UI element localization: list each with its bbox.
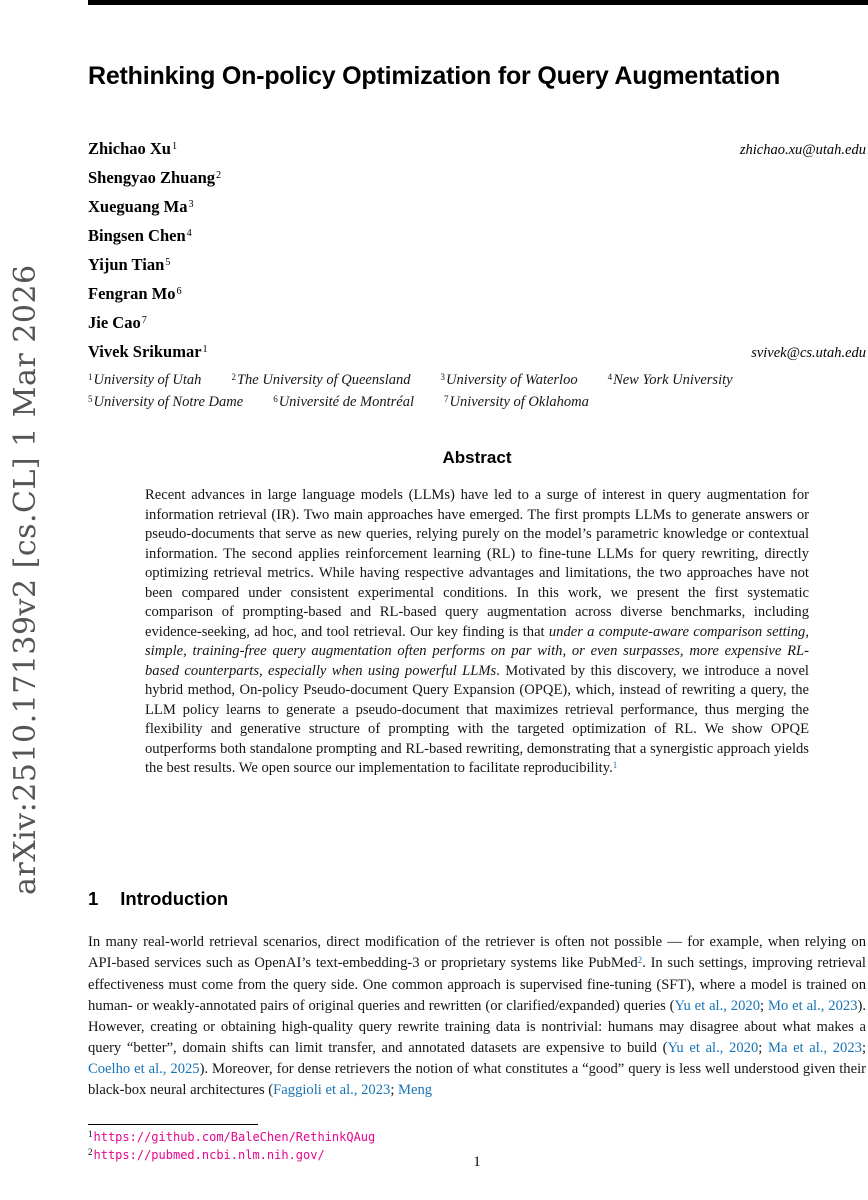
affiliation xyxy=(88,372,201,388)
author-row xyxy=(88,192,866,221)
affiliation xyxy=(273,394,414,410)
affiliation xyxy=(231,372,410,388)
page-number: 1 xyxy=(473,1154,481,1170)
footnote xyxy=(88,1129,866,1147)
footnote-ref-1[interactable]: 1 xyxy=(612,759,618,770)
author-email: zhichao.xu@utah.edu xyxy=(739,142,866,158)
intro-paragraph xyxy=(88,932,866,1101)
author-email: svivek@cs.utah.edu xyxy=(751,345,866,361)
author-affiliation-sup: 1 xyxy=(171,141,178,153)
footnote-ref-2[interactable]: 2 xyxy=(637,954,643,965)
author-name-text: Zhichao Xu xyxy=(88,139,171,158)
author-affiliation-sup: 2 xyxy=(216,170,222,182)
author-name-text: Fengran Mo xyxy=(88,284,176,303)
citation-link[interactable]: Faggioli et al., 2023 xyxy=(273,1082,391,1098)
affiliation-name: Université de Montréal xyxy=(278,394,414,410)
intro-text: ; xyxy=(760,998,768,1014)
author-row xyxy=(88,250,866,279)
affiliation-sup: 3 xyxy=(440,371,446,382)
affiliation-name: University of Utah xyxy=(93,372,202,388)
affiliation-sup: 5 xyxy=(88,393,93,404)
section-number: 1 xyxy=(88,888,99,909)
affiliation-name: University of Notre Dame xyxy=(93,394,244,410)
citation-link[interactable]: Yu et al., 2020 xyxy=(667,1040,759,1056)
intro-text: ; xyxy=(861,1040,867,1056)
abstract-text: . Motivated by this discovery, we introduce a novel hybrid method, On-policy Pseudo-document Query Expansion (OPQE), which, instead of rewriting a query, the LLM policy learns to generate a pseudo-document that maximizes retrieval performance, thus merging the flexibility and generative structure of prompting with the targeted optimization of RL. We show OPQE outperforms both standalone prompting and RL-based rewriting, demonstrating that a synergistic approach yields the best results. We open source our implementation to facilitate reproducibility. xyxy=(145,662,809,776)
author-name-text: Shengyao Zhuang xyxy=(88,168,216,187)
author-name xyxy=(88,308,147,340)
author-row xyxy=(88,134,866,163)
author-block xyxy=(88,134,866,366)
citation-link[interactable]: Meng xyxy=(398,1082,433,1098)
citation-link[interactable]: Coelho et al., 2025 xyxy=(88,1061,200,1077)
affiliation xyxy=(441,372,578,388)
author-row xyxy=(88,163,866,192)
footnote-link-github[interactable]: https://github.com/BaleChen/RethinkQAug xyxy=(93,1130,376,1144)
author-name-text: Jie Cao xyxy=(88,313,141,332)
author-name xyxy=(88,221,192,253)
author-row xyxy=(88,221,866,250)
affiliation-name: The University of Queensland xyxy=(236,372,411,388)
author-name xyxy=(88,192,194,224)
paper-title: Rethinking On-policy Optimization for Query Augmentation xyxy=(88,62,781,90)
citation-link[interactable]: Yu et al., 2020 xyxy=(674,998,760,1014)
citation-link[interactable]: Mo et al., 2023 xyxy=(767,998,858,1014)
abstract-heading: Abstract xyxy=(442,448,512,467)
affiliation-name: University of Waterloo xyxy=(446,372,578,388)
section-heading-introduction xyxy=(88,888,866,910)
author-name xyxy=(88,163,221,195)
intro-text: ). However, creating or obtaining high-quality query rewrite training data is nontrivial: humans may disagree about what makes a query “better”, domain shifts can limit transfer, and annotated datasets are expensive to build ( xyxy=(88,998,867,1056)
affiliation-block xyxy=(88,370,866,414)
affiliation xyxy=(88,394,243,410)
intro-text: In many real-world retrieval scenarios, direct modification of the retriever is often not possible — for example, when relying on API-based services such as OpenAI’s text-embedding-3 or proprietary systems like PubMed xyxy=(88,934,866,971)
author-affiliation-sup: 1 xyxy=(202,344,208,356)
affiliation-name: University of Oklahoma xyxy=(449,394,589,410)
intro-text: ). Moreover, for dense retrievers the notion of what constitutes a “good” query is less well understood given their black-box neural architectures ( xyxy=(88,1061,866,1098)
affiliation-sup: 7 xyxy=(444,393,449,404)
author-name-text: Bingsen Chen xyxy=(88,226,186,245)
abstract-text: Recent advances in large language models (LLMs) have led to a surge of interest in query augmentation for information retrieval (IR). Two main approaches have emerged. The first prompts LLMs to generate answers or pseudo-documents that serve as new queries, relying purely on the model’s parametric knowledge or contextual information. The second applies reinforcement learning (RL) to fine-tune LLMs for query rewriting, directly optimizing retrieval metrics. While having respective advantages and limitations, the two approaches have not been compared under consistent experimental conditions. In this work, we present the first systematic comparison of prompting-based and RL-based query augmentation across diverse benchmarks, including evidence-seeking, ad hoc, and tool retrieval. Our key finding is that xyxy=(145,487,809,640)
author-name-text: Vivek Srikumar xyxy=(88,342,202,361)
author-affiliation-sup: 3 xyxy=(188,199,194,211)
footnote-rule xyxy=(88,1124,258,1125)
citation-link[interactable]: Ma et al., 2023 xyxy=(767,1040,862,1056)
footnote-link-pubmed[interactable]: https://pubmed.ncbi.nlm.nih.gov/ xyxy=(93,1148,325,1162)
affiliation xyxy=(444,394,589,410)
affiliation-sup: 1 xyxy=(88,371,93,382)
intro-text: ; xyxy=(758,1040,768,1056)
arxiv-watermark: arXiv:2510.17139v2 [cs.CL] 1 Mar 2026 xyxy=(8,264,43,895)
author-name xyxy=(88,279,182,311)
intro-text: . In such settings, improving retrieval effectiveness must come from the query side. One common approach is supervised fine-tuning (SFT), where a model is trained on human- or weakly-annotated pairs of original queries and rewritten (or clarified/expanded) queries ( xyxy=(88,955,866,1014)
author-row xyxy=(88,279,866,308)
author-name-text: Yijun Tian xyxy=(88,255,165,274)
affiliation-line xyxy=(88,392,866,414)
abstract-paragraph xyxy=(145,486,809,780)
author-name xyxy=(88,337,208,369)
affiliation-line xyxy=(88,370,866,392)
intro-text: ; xyxy=(390,1082,399,1098)
footnote-marker: 2 xyxy=(88,1146,93,1157)
author-row xyxy=(88,308,866,337)
affiliation-sup: 4 xyxy=(607,371,613,382)
footnote-marker: 1 xyxy=(88,1128,93,1139)
affiliation-name: New York University xyxy=(613,372,733,388)
author-affiliation-sup: 5 xyxy=(165,257,171,269)
author-name xyxy=(88,250,170,282)
author-row xyxy=(88,337,866,366)
affiliation-sup: 6 xyxy=(273,393,278,404)
author-name xyxy=(88,134,177,166)
affiliation-sup: 2 xyxy=(231,371,236,382)
author-affiliation-sup: 7 xyxy=(141,315,147,327)
paper-content xyxy=(88,0,866,1200)
section-title: Introduction xyxy=(120,888,229,909)
abstract-emphasized-text: under a compute-aware comparison setting, simple, training-free query augmentation often performs on par with, or even surpasses, more expensive RL-based counterparts, especially when using powerful LLMs xyxy=(145,623,809,679)
author-name-text: Xueguang Ma xyxy=(88,197,188,216)
author-affiliation-sup: 4 xyxy=(186,228,192,240)
affiliation xyxy=(608,372,733,388)
author-affiliation-sup: 6 xyxy=(176,286,182,298)
